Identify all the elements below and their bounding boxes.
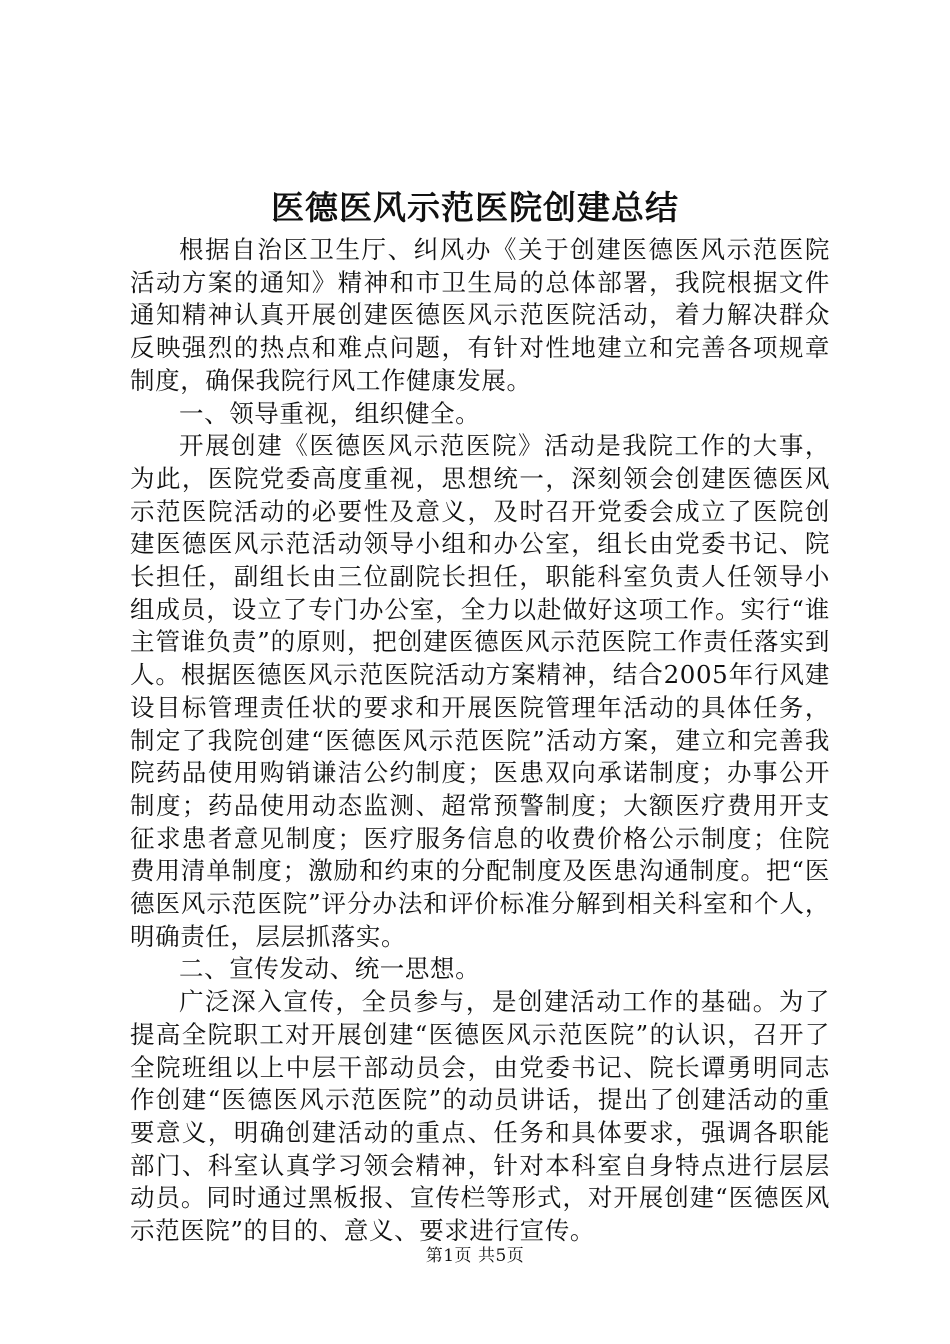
paragraph-intro: 根据自治区卫生厅、纠风办《关于创建医德医风示范医院活动方案的通知》精神和市卫生局的总体部署，我院根据文件通知精神认真开展创建医德医风示范医院活动，着力解决群众反映强烈的热点和难点问题，有针对性地建立和完善各项规章制度，确保我院行风工作健康发展。 [130,235,830,395]
section-heading-publicity: 二、宣传发动、统一思想。 [179,954,481,984]
document-title: 医德医风示范医院创建总结 [271,188,679,227]
paragraph-leadership: 开展创建《医德医风示范医院》活动是我院工作的大事，为此，医院党委高度重视，思想统一，深刻领会创建医德医风示范医院活动的必要性及意义，及时召开党委会成立了医院创建医德医风示范活动领导小组和办公室，组长由党委书记、院长担任，副组长由三位副院长担任，职能科室负责人任领导小组成员，设立了专门办公室，全力以赴做好这项工作。实行“谁主管谁负责”的原则，把创建医德医风示范医院工作责任落实到人。根据医德医风示范医院活动方案精神，结合2005年行风建设目标管理责任状的要求和开展医院管理年活动的具体任务，制定了我院创建“医德医风示范医院”活动方案，建立和完善我院药品使用购销谦洁公约制度；医患双向承诺制度；办事公开制度；药品使用动态监测、超常预警制度；大额医疗费用开支征求患者意见制度；医疗服务信息的收费价格公示制度；住院费用清单制度；激励和约束的分配制度及医患沟通制度。把“医德医风示范医院”评分办法和评价标准分解到相关科室和个人，明确责任，层层抓落实。 [130,431,830,951]
paragraph-publicity: 广泛深入宣传，全员参与，是创建活动工作的基础。为了提高全院职工对开展创建“医德医风示范医院”的认识，召开了全院班组以上中层干部动员会，由党委书记、院长谭勇明同志作创建“医德医风示范医院”的动员讲话，提出了创建活动的重要意义，明确创建活动的重点、任务和具体要求，强调各职能部门、科室认真学习领会精神，针对本科室自身特点进行层层动员。同时通过黑板报、宣传栏等形式，对开展创建“医德医风示范医院”的目的、意义、要求进行宣传。 [130,987,830,1246]
section-heading-leadership: 一、领导重视，组织健全。 [179,398,481,428]
document-body [130,234,830,1248]
page-number: 第1页 共5页 [425,1246,525,1266]
